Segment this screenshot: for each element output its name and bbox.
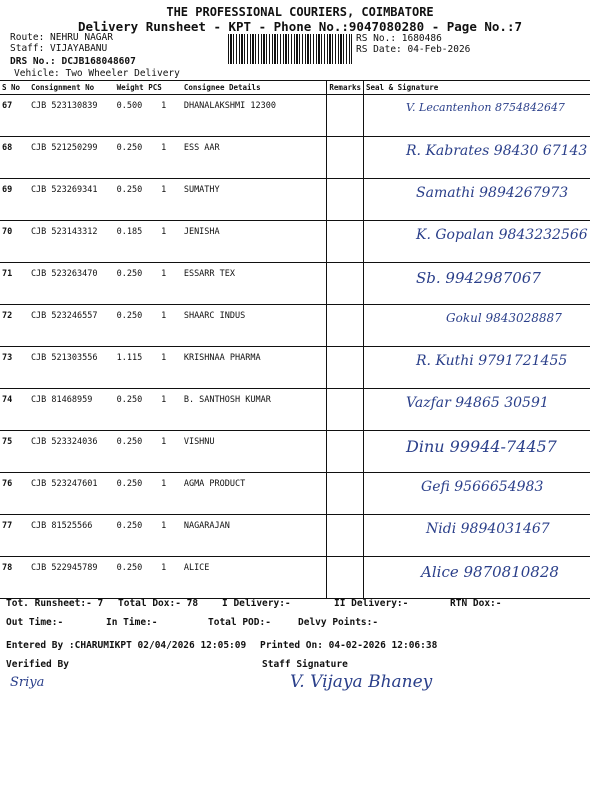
rs-date: RS Date: 04-Feb-2026: [356, 44, 471, 55]
table-row: [0, 221, 590, 263]
delvy-points: Delvy Points:-: [298, 617, 379, 628]
row-sno: 71: [0, 263, 29, 305]
row-consignee: AGMA PRODUCT: [182, 473, 327, 515]
total-dox: Total Dox:- 78: [118, 598, 199, 609]
row-consignee: ALICE: [182, 557, 327, 599]
drs-number: DRS No.: DCJB168048607: [10, 56, 136, 67]
table-header-row: [0, 81, 590, 95]
row-consignee: JENISHA: [182, 221, 327, 263]
entered-by: Entered By :CHARUMIKPT 02/04/2026 12:05:09: [6, 640, 247, 651]
row-consignee: SUMATHY: [182, 179, 327, 221]
row-signature: Alice 9870810828: [421, 563, 559, 581]
row-sno: 76: [0, 473, 29, 515]
row-consignment: CJB 523247601: [29, 473, 115, 515]
staff-signature-label: Staff Signature: [262, 659, 348, 670]
row-remarks: [327, 515, 364, 557]
row-consignee: ESSARR TEX: [182, 263, 327, 305]
row-remarks: [327, 347, 364, 389]
row-sno: 70: [0, 221, 29, 263]
row-consignee: ESS AAR: [182, 137, 327, 179]
company-title: THE PROFESSIONAL COURIERS, COIMBATORE: [166, 5, 434, 19]
row-remarks: [327, 389, 364, 431]
row-signature: Vazfar 94865 30591: [406, 395, 549, 411]
row-consignee: DHANALAKSHMI 12300: [182, 95, 327, 137]
row-pcs: 1: [159, 389, 182, 431]
row-pcs: 1: [159, 473, 182, 515]
row-consignee: NAGARAJAN: [182, 515, 327, 557]
row-sno: 73: [0, 347, 29, 389]
row-remarks: [327, 263, 364, 305]
row-pcs: 1: [159, 515, 182, 557]
in-time: In Time:-: [106, 617, 158, 628]
row-pcs: 1: [159, 137, 182, 179]
table-row: [0, 389, 590, 431]
row-signature: R. Kabrates 98430 67143: [406, 143, 588, 159]
row-weight: 0.250: [115, 389, 160, 431]
row-weight: 0.250: [115, 473, 160, 515]
row-consignment: CJB 523324036: [29, 431, 115, 473]
table-row: [0, 347, 590, 389]
row-consignee: SHAARC INDUS: [182, 305, 327, 347]
row-pcs: 1: [159, 221, 182, 263]
verified-by: Verified By: [6, 659, 69, 670]
row-consignment: CJB 521250299: [29, 137, 115, 179]
row-signature: Nidi 9894031467: [426, 521, 550, 537]
row-remarks: [327, 137, 364, 179]
row-consignment: CJB 523263470: [29, 263, 115, 305]
row-consignee: VISHNU: [182, 431, 327, 473]
row-pcs: 1: [159, 347, 182, 389]
row-remarks: [327, 431, 364, 473]
row-consignment: CJB 523143312: [29, 221, 115, 263]
row-weight: 0.250: [115, 305, 160, 347]
row-remarks: [327, 221, 364, 263]
i-delivery: I Delivery:-: [222, 598, 291, 609]
row-pcs: 1: [159, 557, 182, 599]
ii-delivery: II Delivery:-: [334, 598, 409, 609]
out-time: Out Time:-: [6, 617, 64, 628]
table-row: [0, 137, 590, 179]
row-weight: 0.250: [115, 557, 160, 599]
row-remarks: [327, 473, 364, 515]
col-remarks: Remarks: [327, 81, 364, 95]
staff: Staff: VIJAYABANU: [10, 43, 108, 54]
row-weight: 0.185: [115, 221, 160, 263]
rs-number: RS No.: 1680486: [356, 33, 442, 44]
runsheet-title: Delivery Runsheet - KPT - Phone No.:9047080280 - Page No.:7: [77, 19, 522, 34]
row-weight: 0.250: [115, 431, 160, 473]
verified-signature: Sriya: [10, 675, 45, 690]
row-remarks: [327, 305, 364, 347]
row-consignment: CJB 523246557: [29, 305, 115, 347]
table-row: [0, 557, 590, 599]
col-seal: Seal & Signature: [364, 81, 590, 95]
row-signature: Sb. 9942987067: [416, 269, 541, 287]
col-sno: S No: [0, 81, 29, 95]
table-row: [0, 179, 590, 221]
printed-on: Printed On: 04-02-2026 12:06:38: [260, 640, 438, 651]
total-pod: Total POD:-: [208, 617, 271, 628]
row-remarks: [327, 557, 364, 599]
row-sno: 78: [0, 557, 29, 599]
row-signature: Gokul 9843028887: [446, 311, 562, 325]
row-signature: Gefi 9566654983: [421, 479, 544, 495]
staff-signature: V. Vijaya Bhaney: [290, 672, 433, 692]
table-row: [0, 431, 590, 473]
row-weight: 0.250: [115, 263, 160, 305]
row-weight: 0.250: [115, 137, 160, 179]
tot-runsheet: Tot. Runsheet:- 7: [6, 598, 104, 609]
row-sno: 75: [0, 431, 29, 473]
vehicle: Vehicle: Two Wheeler Delivery: [14, 68, 180, 79]
row-consignment: CJB 523269341: [29, 179, 115, 221]
row-signature: R. Kuthi 9791721455: [416, 353, 568, 369]
barcode: [228, 34, 352, 64]
row-weight: 0.250: [115, 179, 160, 221]
row-sno: 72: [0, 305, 29, 347]
row-sno: 68: [0, 137, 29, 179]
row-sno: 69: [0, 179, 29, 221]
row-signature: Samathi 9894267973: [416, 185, 569, 201]
row-signature: K. Gopalan 9843232566: [416, 227, 588, 243]
row-sno: 74: [0, 389, 29, 431]
runsheet-table: [0, 80, 590, 599]
route: Route: NEHRU NAGAR: [10, 32, 113, 43]
row-consignment: CJB 522945789: [29, 557, 115, 599]
row-pcs: 1: [159, 431, 182, 473]
row-pcs: 1: [159, 179, 182, 221]
row-weight: 0.250: [115, 515, 160, 557]
row-remarks: [327, 95, 364, 137]
col-consignment: Consignment No: [29, 81, 115, 95]
row-signature: Dinu 99944-74457: [406, 437, 557, 456]
table-row: [0, 305, 590, 347]
rtn-dox: RTN Dox:-: [450, 598, 502, 609]
table-row: [0, 263, 590, 305]
table-row: [0, 515, 590, 557]
col-consignee: Consignee Details: [182, 81, 327, 95]
row-sno: 67: [0, 95, 29, 137]
row-pcs: 1: [159, 263, 182, 305]
row-consignment: CJB 81525566: [29, 515, 115, 557]
row-weight: 1.115: [115, 347, 160, 389]
col-weight-pcs: Weight PCS: [115, 81, 182, 95]
row-consignment: CJB 523130839: [29, 95, 115, 137]
row-pcs: 1: [159, 305, 182, 347]
row-signature: V. Lecantenhon 8754842647: [406, 101, 565, 114]
row-remarks: [327, 179, 364, 221]
table-row: [0, 473, 590, 515]
row-weight: 0.500: [115, 95, 160, 137]
row-consignee: B. SANTHOSH KUMAR: [182, 389, 327, 431]
row-consignee: KRISHNAA PHARMA: [182, 347, 327, 389]
table-row: [0, 95, 590, 137]
row-consignment: CJB 521303556: [29, 347, 115, 389]
row-sno: 77: [0, 515, 29, 557]
row-pcs: 1: [159, 95, 182, 137]
row-consignment: CJB 81468959: [29, 389, 115, 431]
